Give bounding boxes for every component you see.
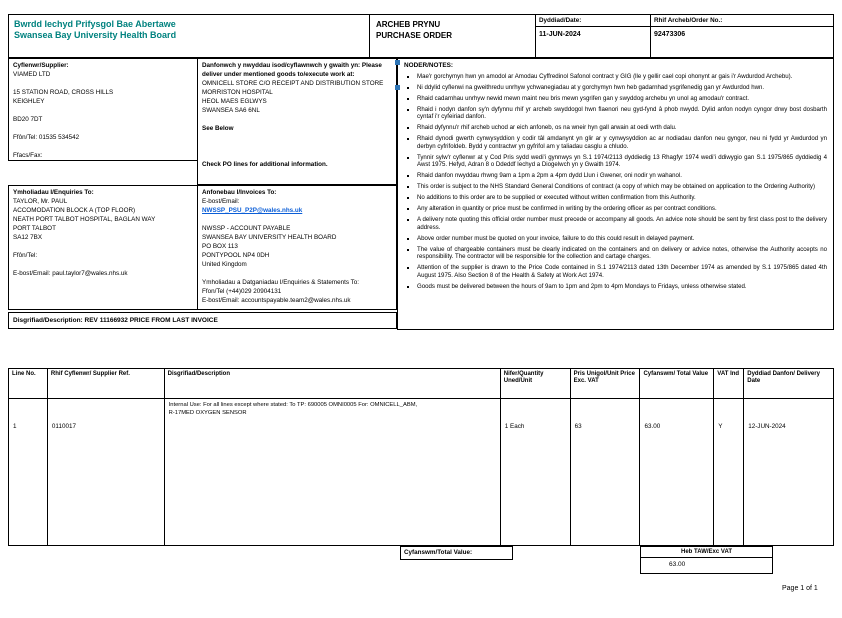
col-header-total-value: Cyfanswm/ Total Value <box>639 369 713 398</box>
supplier-address <box>13 70 193 160</box>
enquiries-line <box>13 242 193 251</box>
enquiries-line: ACCOMODATION BLOCK A (TOP FLOOR) <box>13 207 136 214</box>
invoices-address-line: PONTYPOOL NP4 0DH <box>202 252 270 259</box>
delivery-address-line: SWANSEA SA6 6NL <box>202 107 260 114</box>
cell-supplier-ref: 0110017 <box>51 423 76 430</box>
col-header-unit-price: Pris Unigol/Unit Price Exc. VAT <box>570 369 640 398</box>
invoices-label: Anfonebau I/Invoices To: <box>202 189 277 196</box>
totals-label: Cyfanswm/Total Value: <box>404 549 473 556</box>
note-item: ▪ Rhaid dynodi gwerth cynwysyddion y codir tâl amdanynt yn glir ar y cynwysyddion ac ar nodiadau danfon neu gyngor, neu ni fydd yr Awdurdod yn derbyn cyfrifoldeb. Bydd y contractwr yn gyfrifol am y taliadau casglu a chludo. <box>417 135 827 150</box>
col-quantity <box>500 399 570 545</box>
supplier-box <box>8 58 198 161</box>
col-header-quantity: Nifer/Quantity Uned/Unit <box>500 369 570 398</box>
note-item: ▪ No additions to this order are to be supplied or executed without written confirmation from this Authority. <box>417 194 827 202</box>
note-item: ▪ This order is subject to the NHS Standard General Conditions of contract (a copy of which may be obtained on application to the Ordering Authority) <box>417 183 827 191</box>
col-line-no <box>9 399 47 545</box>
note-item: ▪ Mae'r gorchymyn hwn yn amodol ar Amodau Cyffredinol Safonol contract y GIG (lle y gellir cael copi ohonynt ar gais i'r Awdurdod Archebu). <box>417 73 827 81</box>
cell-delivery-date: 12-JUN-2024 <box>748 423 786 430</box>
delivery-address-line: MORRISTON HOSPITAL <box>202 89 273 96</box>
invoices-address-line: PO BOX 113 <box>202 243 238 250</box>
notes-list <box>417 73 827 291</box>
invoices-address-line: NWSSP - ACCOUNT PAYABLE <box>202 225 291 232</box>
delivery-address-line: HEOL MAES EGLWYS <box>202 98 267 105</box>
document-title-welsh: ARCHEB PRYNU <box>376 20 441 29</box>
cell-vat-ind: Y <box>718 423 723 430</box>
enquiries-line: TAYLOR, Mr. PAUL <box>13 198 68 205</box>
items-table-body <box>9 399 833 545</box>
total-value: 63.00 <box>669 561 686 568</box>
col-header-delivery-date: Dyddiad Danfon/ Delivery Date <box>743 369 833 398</box>
enquiries-email: E-bost/Email: paul.taylor7@wales.nhs.uk <box>13 270 128 277</box>
invoices-email-label: E-bost/Email: <box>202 198 240 205</box>
enquiries-line: NEATH PORT TALBOT HOSPITAL, BAGLAN WAY <box>13 216 156 223</box>
totals-label-cell <box>400 546 513 560</box>
invoices-address-line: SWANSEA BAY UNIVERSITY HEALTH BOARD <box>202 234 337 241</box>
exc-vat-label: Heb TAW/Exc VAT <box>641 547 772 558</box>
page-number: Page 1 of 1 <box>782 585 818 592</box>
internal-use-line: Internal Use: For all lines except where stated: To TP: 690005 OMNI0005 For: OMNICELL_ABM, <box>168 402 418 408</box>
col-header-supplier-ref: Rhif Cyflenwr/ Supplier Ref. <box>47 369 164 398</box>
enquiries-line: Ffôn/Tel: <box>13 252 38 259</box>
supplier-address-line: Ffacs/Fax: <box>13 152 43 159</box>
statements-label: Ymholiadau a Datganiadau I/Enquiries & Statements To: <box>202 279 360 286</box>
delivery-label: Danfonwch y nwyddau isod/cyflawnwch y gwaith yn: Please deliver under mentioned goods to/execute work at: <box>202 62 382 78</box>
cell-unit-price: 63 <box>574 423 582 430</box>
order-date-value: 11-JUN-2024 <box>539 31 581 38</box>
items-table <box>8 368 834 546</box>
order-number-cell <box>650 15 833 57</box>
supplier-address-line: KEIGHLEY <box>13 98 45 105</box>
supplier-address-line: BD20 7DT <box>13 116 43 123</box>
header-bar <box>8 14 834 58</box>
description-bar <box>8 312 397 329</box>
notes-label: NODER/NOTES: <box>404 62 453 69</box>
document-title-english: PURCHASE ORDER <box>376 31 453 40</box>
delivery-address <box>202 79 392 115</box>
check-po-note: Check PO lines for additional information. <box>202 161 328 168</box>
supplier-label: Cyflenwr/Supplier: <box>13 62 69 69</box>
col-supplier-ref <box>47 399 164 545</box>
col-header-vat-ind: VAT Ind <box>713 369 743 398</box>
note-item: ▪ Rhaid danfon nwyddau rhwng 9am a 1pm a 2pm a 4pm dydd Llun i Gwener, oni nodir yn wahanol. <box>417 172 827 180</box>
note-item: ▪ Rhaid i nodyn danfon sy'n dyfynnu rhif yr archeb swyddogol hwn flaenori neu gyd-fynd â phob nwydd. Dylid anfon nodyn cyngor drwy bost dosbarth cyntaf i'r cyfeiriad danfon. <box>417 106 827 121</box>
col-header-line-no: Line No. <box>12 371 36 377</box>
internal-use-line: R-17MED OXYGEN SENSOR <box>168 409 247 416</box>
enquiries-line: PORT TALBOT <box>13 225 56 232</box>
supplier-address-line: 15 STATION ROAD, CROSS HILLS <box>13 89 114 96</box>
note-item: ▪ A delivery note quoting this official order number must precede or accompany all goods. An advice note should be sent by first class post to the delivery address. <box>417 216 827 231</box>
statements-tel: Ffon/Tel (+44)029 20904131 <box>202 288 282 295</box>
supplier-address-line <box>13 106 193 115</box>
invoices-box <box>197 185 397 310</box>
items-table-header <box>9 369 833 399</box>
see-below-note: See Below <box>202 125 234 132</box>
description-label: Disgrifiad/Description: <box>13 317 83 324</box>
enquiries-details <box>13 197 193 269</box>
invoices-address-line: United Kingdom <box>202 261 247 268</box>
enquiries-line: SA12 7BX <box>13 234 43 241</box>
enquiries-box <box>8 185 198 310</box>
delivery-address-line: OMNICELL STORE C/O RECEIPT AND DISTRIBUTION STORE <box>202 80 384 87</box>
note-item: ▪ Tynnir sylw'r cyflenwr at y Cod Pris sydd wedi'i gynnwys yn S.1 1974/2113 dyddiedig 13 Rhagfyr 1974 wedi'i ddiwygio gan S.1 1975/865 dyddiedig 4 Awst 1975. Hefyd, Adran 8 o Ddeddf Iechyd a Diogelwch yn y Gwaith 1974. <box>417 154 827 169</box>
annotation-marker-icon <box>395 60 400 65</box>
document-title <box>369 15 535 57</box>
col-header-description: Disgrifiad/Description <box>164 369 500 398</box>
statements-email: E-bost/Email: accountspayable.team2@wales.nhs.uk <box>202 297 351 304</box>
enquiries-label: Ymholiadau I/Enquiries To: <box>13 189 94 196</box>
totals-value-cell <box>640 546 773 574</box>
supplier-address-line <box>13 79 193 88</box>
org-name-english: Swansea Bay University Health Board <box>14 30 177 40</box>
invoices-address <box>202 224 392 269</box>
enquiries-line <box>13 260 193 269</box>
org-name-welsh: Bwrdd Iechyd Prifysgol Bae Abertawe <box>14 19 176 29</box>
invoices-email-link[interactable]: NWSSP_PSU_P2P@wales.nhs.uk <box>202 207 303 214</box>
order-number-value: 92473306 <box>654 31 686 38</box>
supplier-address-line: Ffôn/Tel: 01535 534542 <box>13 134 80 141</box>
cell-line-no: 1 <box>13 423 17 430</box>
col-delivery-date <box>743 399 833 545</box>
cell-quantity: 1 Each <box>504 423 525 430</box>
note-item: ▪ Goods must be delivered between the hours of 9am to 1pm and 2pm to 4pm Mondays to Fridays, unless otherwise stated. <box>417 283 827 291</box>
col-description <box>164 399 500 545</box>
note-item: ▪ Ni ddylid cyflenwi na gweithredu unrhyw ychwanegiadau at y gorchymyn hwn heb gadarnhad ysgrifenedig gan yr Awdurdod hwn. <box>417 84 827 92</box>
description-value: REV 11166932 PRICE FROM LAST INVOICE <box>84 317 218 324</box>
note-item: ▪ Above order number must be quoted on your invoice, failure to do this could result in delayed payment. <box>417 235 827 243</box>
note-item: ▪ Attention of the supplier is drawn to the Price Code contained in S.1 1974/2113 dated 13th December 1974 as amended by S.1 1975/865 dated 4th August 1975. Also Section 8 of the Health & Safety at Work Act 1974. <box>417 264 827 279</box>
notes-box <box>397 58 834 330</box>
order-date-cell <box>535 15 650 57</box>
col-unit-price <box>570 399 640 545</box>
org-name <box>9 15 369 57</box>
order-date-label: Dyddiad/Date: <box>536 15 650 27</box>
order-number-label: Rhif Archeb/Order No.: <box>651 15 833 27</box>
annotation-marker-icon <box>395 85 400 90</box>
col-vat-ind <box>713 399 743 545</box>
note-item: ▪ Any alteration in quantity or price must be confirmed in writing by the ordering officer as per contract conditions. <box>417 205 827 213</box>
col-total-value <box>639 399 713 545</box>
supplier-address-line <box>13 124 193 133</box>
cell-total-value: 63.00 <box>644 423 661 430</box>
supplier-address-line: VIAMED LTD <box>13 71 51 78</box>
note-item: ▪ The value of chargeable containers must be clearly indicated on the containers and on delivery or advice notes, otherwise the Authority accepts no responsibility. The contractor will be responsible for the collection and cartage charges. <box>417 246 827 261</box>
delivery-box <box>197 58 397 185</box>
note-item: ▪ Rhaid cadarnhau unrhyw newid mewn maint neu bris mewn ysgrifen gan y swyddog archebu yn unol ag amodau'r contract. <box>417 95 827 103</box>
supplier-address-line <box>13 142 193 151</box>
internal-use-note <box>165 399 500 417</box>
note-item: ▪ Rhaid dyfynnu'r rhif archeb uchod ar eich anfoneb, os na wneir hyn gall arwain at oedi wrth dalu. <box>417 124 827 132</box>
